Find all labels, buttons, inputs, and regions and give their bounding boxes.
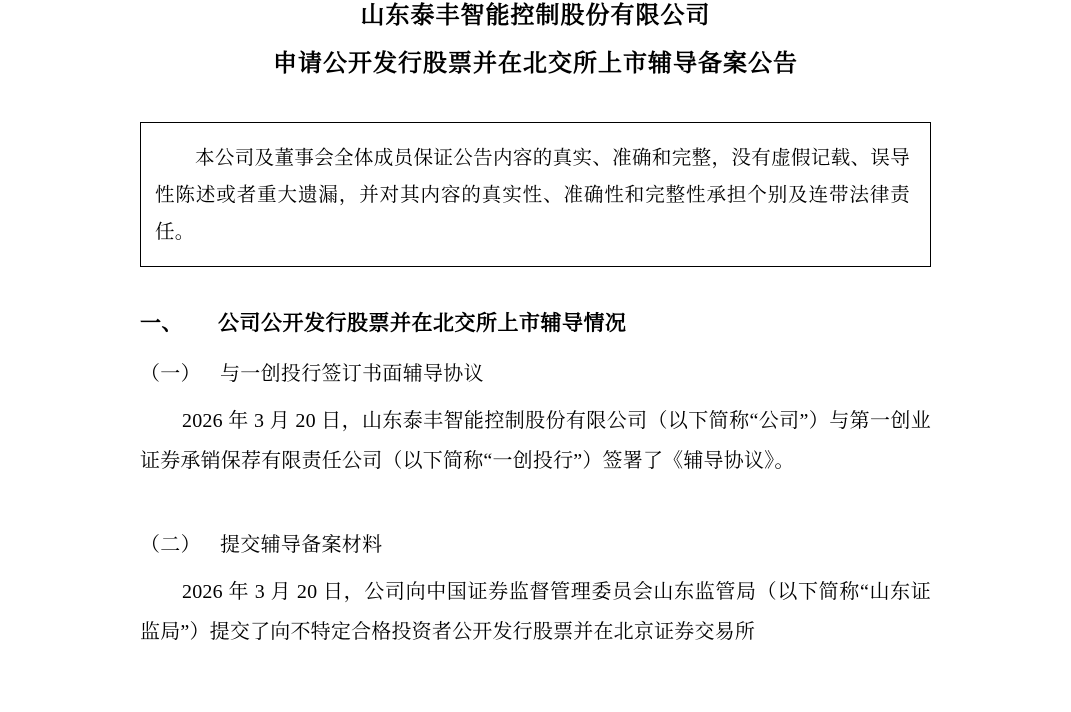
document-title <box>140 0 931 76</box>
paragraph-spacer <box>140 481 931 507</box>
subsection-title-1-2: 提交辅导备案材料 <box>220 534 383 557</box>
subsection-number-1-1: （一） <box>140 363 201 386</box>
subsection-number-1-2: （二） <box>140 534 201 557</box>
section-title-1: 公司公开发行股票并在北交所上市辅导情况 <box>218 311 627 335</box>
section-number-1: 一、 <box>140 311 183 335</box>
document-title-line-1: 山东泰丰智能控制股份有限公司 <box>360 3 711 29</box>
disclaimer-text: 本公司及董事会全体成员保证公告内容的真实、准确和完整，没有虚假记载、误导性陈述或者重大遗漏，并对其内容的真实性、准确性和完整性承担个别及连带法律责任。 <box>155 148 910 243</box>
disclaimer-box <box>140 122 931 267</box>
document-title-line-2: 申请公开发行股票并在北交所上市辅导备案公告 <box>273 51 798 77</box>
section-heading-1 <box>140 311 931 336</box>
subsection-heading-1-1 <box>140 362 931 386</box>
subsection-title-1-1: 与一创投行签订书面辅导协议 <box>220 363 484 386</box>
subsection-heading-1-2 <box>140 533 931 557</box>
subsection-paragraph-1-1: 2026 年 3 月 20 日，山东泰丰智能控制股份有限公司（以下简称“公司”）与第一创业证券承销保荐有限责任公司（以下简称“一创投行”）签署了《辅导协议》。 <box>140 410 931 473</box>
subsection-paragraph-1-2: 2026 年 3 月 20 日，公司向中国证券监督管理委员会山东监管局（以下简称“山东证监局”）提交了向不特定合格投资者公开发行股票并在北京证券交易所 <box>140 581 931 644</box>
